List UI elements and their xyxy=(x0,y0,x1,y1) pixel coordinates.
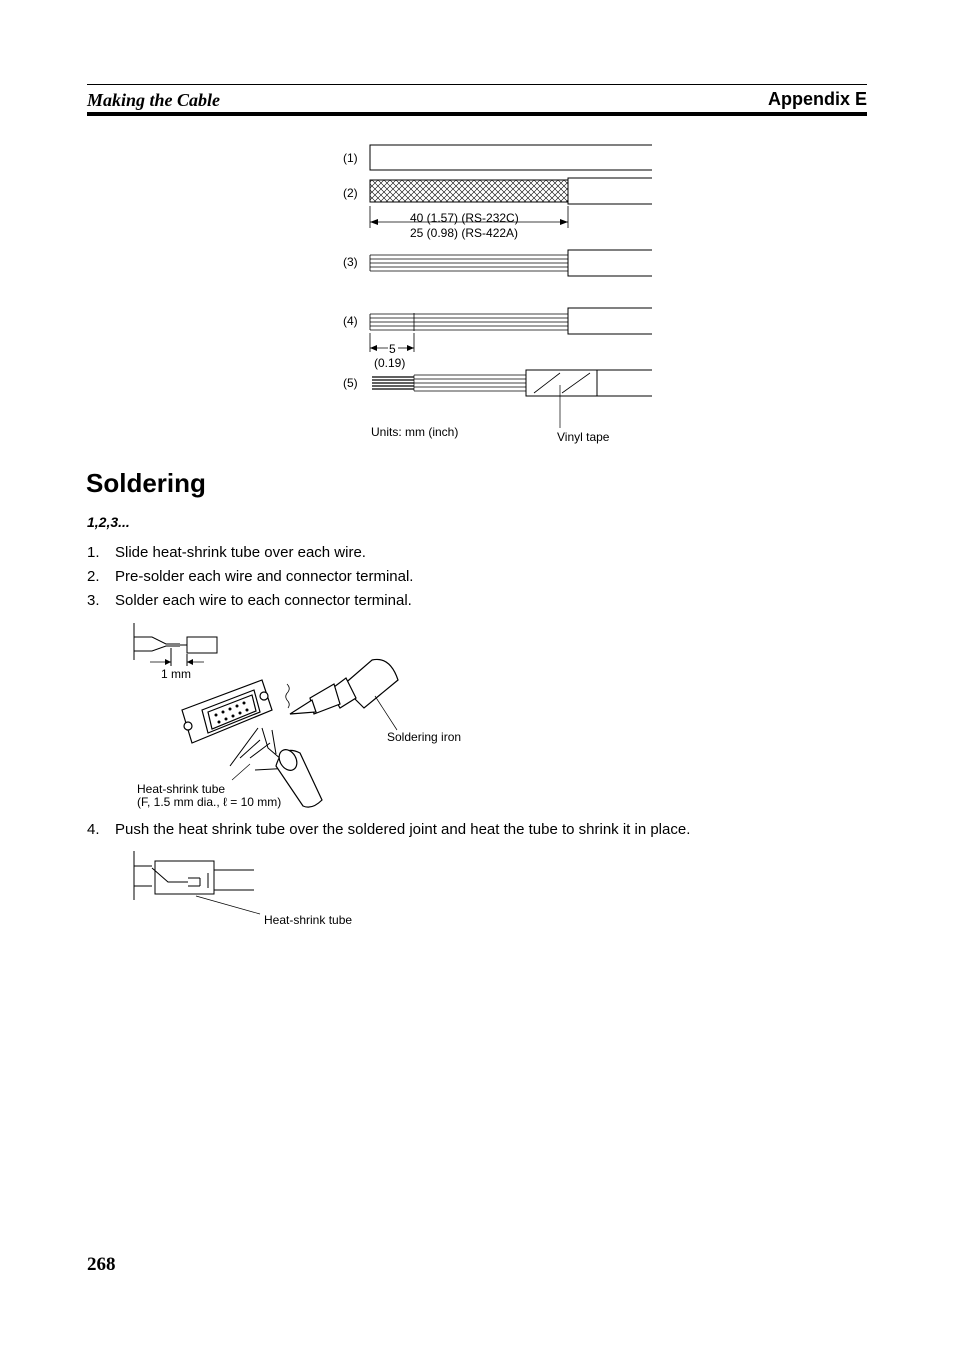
soldering-iron xyxy=(290,659,398,714)
exposed-wires-3 xyxy=(370,255,568,271)
dimension-label-rs232c: 40 (1.57) (RS-232C) xyxy=(410,211,519,225)
stage-5-label: (5) xyxy=(343,376,358,390)
step-text: Slide heat-shrink tube over each wire. xyxy=(115,544,366,561)
tube-leader xyxy=(196,896,260,914)
heat-shrink-tube-body xyxy=(155,861,214,894)
stage-3-label: (3) xyxy=(343,255,358,269)
cable-jacket-3 xyxy=(568,250,652,276)
heat-shrink-figure xyxy=(0,848,954,938)
step-number: 1. xyxy=(87,544,100,561)
step-1 xyxy=(87,544,787,564)
cable-with-heat-shrink-tube xyxy=(276,746,322,807)
dimension-label-019: (0.19) xyxy=(374,356,406,370)
section-title: Soldering xyxy=(86,468,206,498)
stage-2-label: (2) xyxy=(343,186,358,200)
soldering-iron-label: Soldering iron xyxy=(387,730,462,744)
units-label: Units: mm (inch) xyxy=(371,425,459,439)
cable-jacket-4 xyxy=(568,308,652,334)
step-2 xyxy=(87,568,787,588)
page-number: 268 xyxy=(87,1254,116,1275)
soldered-wire-ends-5 xyxy=(372,377,414,389)
section-header-title: Making the Cable xyxy=(87,90,221,110)
step-4 xyxy=(87,821,847,841)
gap-label: 1 mm xyxy=(161,667,191,681)
heat-squiggle-icon xyxy=(286,684,290,708)
soldering-iron-leader xyxy=(375,696,397,730)
heat-shrink-tube-label: Heat-shrink tube xyxy=(264,913,353,927)
step-text: Solder each wire to each connector terminal. xyxy=(115,592,412,609)
stage-1-label: (1) xyxy=(343,151,358,165)
stage-4-label: (4) xyxy=(343,314,358,328)
steps-label: 1,2,3... xyxy=(87,514,130,530)
vinyl-tape-label: Vinyl tape xyxy=(557,430,610,444)
cable-jacket-5 xyxy=(597,370,652,396)
heat-shrink-label: Heat-shrink tube xyxy=(137,782,226,796)
cable-jacket-2 xyxy=(568,178,652,204)
step-number: 2. xyxy=(87,568,100,585)
heat-shrink-spec: (F, 1.5 mm dia., ℓ = 10 mm) xyxy=(137,795,282,809)
d-sub-connector xyxy=(182,680,272,743)
step-number: 4. xyxy=(87,821,100,838)
cable-stage-1 xyxy=(370,145,652,170)
step-text: Pre-solder each wire and connector terminal. xyxy=(115,568,414,585)
wire-gap-detail xyxy=(134,623,217,666)
wire-left xyxy=(134,866,152,886)
cable-preparation-figure xyxy=(0,0,954,460)
appendix-header-title: Appendix E xyxy=(767,89,867,109)
dimension-label-rs422a: 25 (0.98) (RS-422A) xyxy=(410,226,519,240)
step-3 xyxy=(87,592,787,612)
dimension-label-5: 5 xyxy=(389,342,396,356)
step-text: Push the heat shrink tube over the soldered joint and heat the tube to shrink it in place. xyxy=(115,821,691,838)
heat-shrink-leader xyxy=(232,764,250,780)
braided-shield xyxy=(370,180,568,202)
soldering-figure xyxy=(0,618,954,818)
stripped-wires-4 xyxy=(370,313,568,331)
vinyl-tape-wrap xyxy=(526,370,597,396)
wires-5 xyxy=(414,375,526,391)
cable-right xyxy=(208,870,254,890)
step-number: 3. xyxy=(87,592,100,609)
